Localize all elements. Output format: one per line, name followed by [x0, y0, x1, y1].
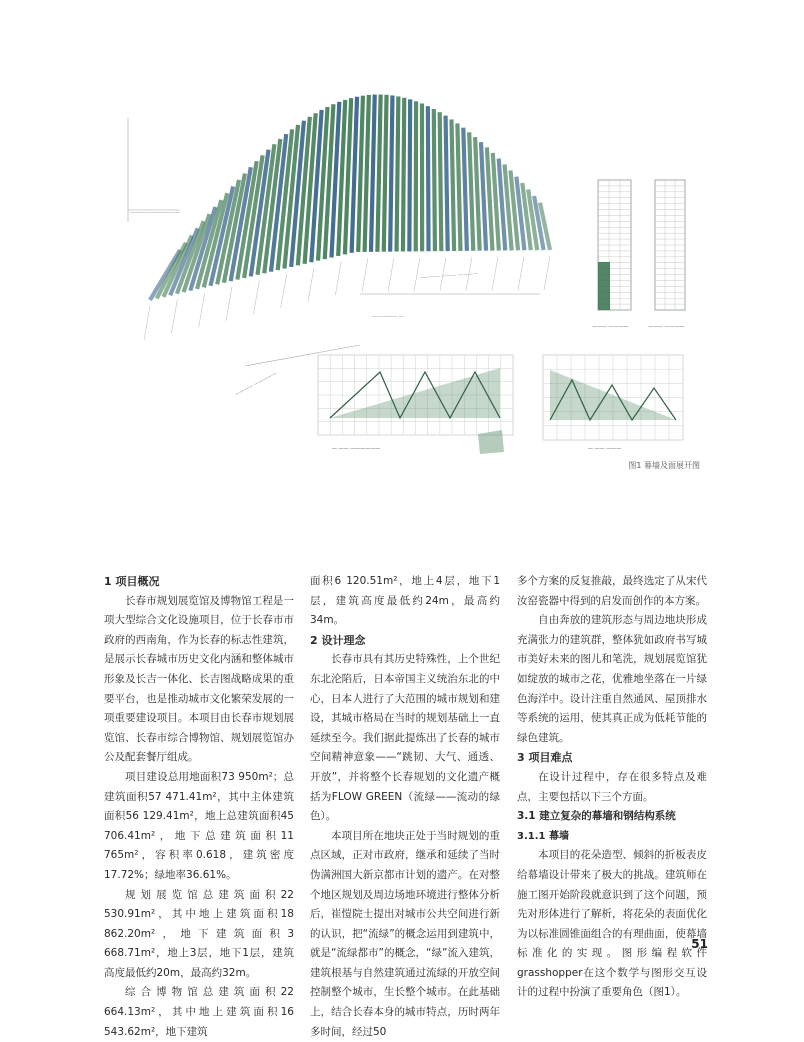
dimension-tick: [199, 293, 205, 327]
curtain-wall-strip: [397, 96, 399, 251]
curtain-wall-strip: [434, 109, 435, 251]
paragraph: 自由奔放的建筑形态与周边地块形成充满张力的建筑群，整体犹如政府书写城市美好未来的图儿和笔洗，规划展览馆犹如绽放的城市之花，优雅地坐落在一片绿色海洋中。设计注重自然通风、屋顶排水等系统的运用，使其真正成为低耗节能的绿色建筑。: [517, 611, 707, 748]
svg-text:——— ————: ——— ————: [648, 324, 685, 330]
curtain-wall-strip: [403, 98, 404, 252]
section-2-heading: 2 设计理念: [310, 631, 500, 651]
svg-text:——— ————: ——— ————: [592, 324, 629, 330]
curtain-wall-strip: [358, 96, 363, 252]
curtain-wall-strip: [371, 95, 375, 252]
paragraph: 长春市规划展览馆及博物馆工程是一项大型综合文化设施项目，位于长春市市政府的西南角，作为长春的标志性建筑，是展示长春城市历史文化内涵和整体城市形象及长吉一体化、长吉图战略成果的重要平台，也是推动城市文化繁荣发展的一项重要建设项目。本项目由长春市规划展览馆、长春市综合博物馆、规划展览馆办公及配套餐厅组成。: [104, 592, 294, 768]
paragraph: 项目建设总用地面积73 950m²；总建筑面积57 471.41m²，其中主体建筑面积56 129.41m²，地上总建筑面积45 706.41m²，地下总建筑面积11 765m²，容积率0.618，建筑密度17.72%；绿地率36.61%。: [104, 768, 294, 886]
svg-text:———— ——— ————: ———— ——— ————: [420, 271, 478, 281]
dimension-tick: [492, 257, 498, 291]
curtain-wall-strip: [384, 95, 387, 252]
paragraph: 规划展览馆总建筑面积22 530.91m²，其中地上建筑面积18 862.20m²，地下建筑面积3 668.71m²，地上3层，地下1层，建筑高度最低约20m，最高约32m。: [104, 886, 294, 984]
svg-text:———— —————: ———— —————: [234, 371, 278, 398]
elevation-panel-left: [592, 180, 631, 330]
page-number: 51: [691, 937, 708, 951]
svg-text:————— —: ————— —: [372, 314, 404, 320]
curtain-wall-strip: [451, 119, 454, 251]
curtain-wall-unfolded-elevation: [144, 95, 550, 340]
curtain-wall-strip: [409, 99, 410, 251]
dimension-tick: [335, 261, 341, 295]
elevation-panel-right: [648, 180, 685, 330]
curtain-wall-strip: [457, 123, 460, 250]
section-3-heading: 3 项目难点: [517, 748, 707, 768]
curtain-wall-strip: [440, 112, 442, 251]
curtain-wall-strip: [475, 137, 480, 251]
section-3-1-1-heading: 3.1.1 幕墙: [517, 827, 707, 847]
section-truss-a: [318, 355, 513, 454]
curtain-wall-strip: [390, 95, 392, 251]
paragraph: 多个方案的反复推敲，最终选定了从宋代汝窑瓷器中得到的启发而创作的本方案。: [517, 572, 707, 611]
paragraph: 在设计过程中，存在很多特点及难点，主要包括以下三个方面。: [517, 768, 707, 807]
paragraph: 综合博物馆总建筑面积22 664.13m²，其中地上建筑面积16 543.62m²，地下建筑: [104, 983, 294, 1042]
dimension-tick: [226, 287, 232, 321]
paragraph: 面积6 120.51m²，地上4层，地下1层，建筑高度最低约24m，最高约34m。: [310, 572, 500, 631]
curtain-wall-strip: [446, 116, 448, 251]
dimension-tick: [518, 256, 524, 290]
curtain-wall-strip: [428, 106, 429, 251]
paragraph: 本项目的花朵造型、倾斜的折板表皮给幕墙设计带来了极大的挑战。建筑师在施工图开始阶段就意识到了这个问题，预先对形体进行了解析，将花朵的表面优化为以标准圆锥面组合的有理曲面，使幕墙标准化的实现。图形编程软件grasshopper在这个数学与图形交互设计的过程中扮演了重要角色（图1）。: [517, 846, 707, 1003]
dimension-tick: [388, 258, 394, 292]
paragraph: 本项目所在地块正处于当时规划的重点区域，正对市政府，继承和延续了当时伪满洲国大新京都市计划的遗产。在对整个地区规划及周边场地环境进行整体分析后，崔愷院士提出对城市公共空间进行新的认识，把“流绿”的概念运用到建筑中，就是“流绿都市”的概念，“绿”流入建筑，建筑根基与自然建筑通过流绿的开放空间控制整个城市，生长整个城市。在此基础上，结合长春本身的城市特点，历时两年多时间，经过50: [310, 827, 500, 1042]
curtain-wall-strip: [377, 95, 380, 252]
svg-text:——————————: ——————————: [130, 210, 180, 216]
text-column-3: [517, 572, 707, 1003]
dimension-tick: [253, 280, 259, 314]
svg-text:— —— ———: — —— ———: [588, 446, 621, 452]
dimension-tick: [144, 306, 150, 340]
curtain-wall-strip: [481, 142, 486, 251]
paragraph: 长春市具有其历史特殊性，上个世纪东北沦陷后，日本帝国主义统治东北的中心，日本人进行了大范围的城市规划和建设，其城市格局在当时的规划基础上一直延续至今。我们据此提炼出了长春的城市空间精神意象——“跳韧、大气、通透、开放”，并将整个长春规划的文化遗产概括为FLOW GREEN（流绿——流动的绿色）。: [310, 650, 500, 826]
curtain-wall-strip: [463, 128, 467, 251]
dimension-tick: [281, 274, 287, 308]
svg-text:— —— ——————: — —— ——————: [332, 446, 380, 452]
dimension-tick: [362, 258, 368, 292]
curtain-wall-strip: [365, 95, 369, 252]
curtain-wall-strip: [352, 97, 357, 253]
dimension-tick: [171, 300, 177, 334]
curtain-wall-strip: [469, 132, 473, 250]
section-truss-b: [543, 355, 683, 452]
section-3-1-heading: 3.1 建立复杂的幕墙和钢结构系统: [517, 807, 707, 827]
dimension-tick: [308, 268, 314, 302]
text-column-2: [310, 572, 500, 1042]
figure-caption: 图1 幕墙及面展开图: [628, 460, 700, 470]
fan-dimension-labels: [130, 210, 478, 398]
section-1-heading: 1 项目概况: [104, 572, 294, 592]
text-column-1: [104, 572, 294, 1042]
dimension-tick: [544, 256, 550, 290]
